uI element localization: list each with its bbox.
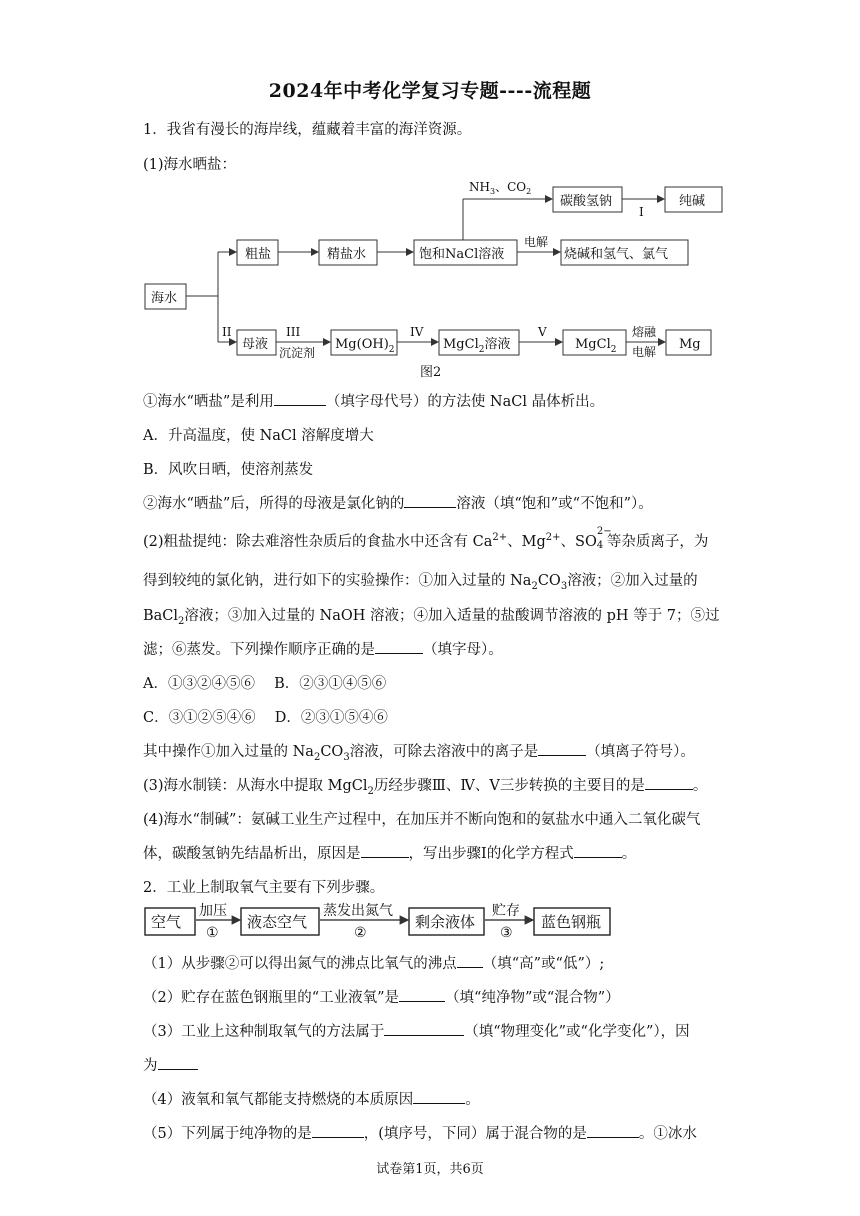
svg-text:V: V xyxy=(538,325,547,339)
svg-text:Mg: Mg xyxy=(679,337,701,352)
svg-text:液态空气: 液态空气 xyxy=(247,913,308,931)
q1-part2-extra: 其中操作①加入过量的 $Na_2CO_3$溶液，可除去溶液中的离子是 （填离子符号）。 xyxy=(143,744,695,763)
svg-text:III: III xyxy=(286,325,301,339)
svg-text:剩余液体: 剩余液体 xyxy=(415,913,476,931)
svg-text:I: I xyxy=(639,205,644,219)
svg-text:Mg(OH)2: $Mg(OH)_2$ xyxy=(335,337,395,355)
q2-line3-cont: 为 xyxy=(143,1054,198,1075)
svg-text:加压: 加压 xyxy=(199,903,227,919)
answer-blank[interactable] xyxy=(384,1023,464,1036)
svg-text:II: II xyxy=(222,325,232,339)
svg-text:NH3、CO2: $NH_3$、$CO_2$ xyxy=(469,180,532,196)
svg-text:纯碱: 纯碱 xyxy=(679,194,706,209)
svg-text:图2: 图2 xyxy=(420,365,442,380)
options-cd: C．③①②⑤④⑥ D．②③①⑤④⑥ xyxy=(143,710,388,726)
svg-text:精盐水: 精盐水 xyxy=(327,247,367,262)
answer-blank[interactable] xyxy=(375,641,423,654)
svg-text:熔融: 熔融 xyxy=(632,325,657,339)
answer-blank[interactable] xyxy=(538,743,586,756)
q1-part2-line1: (2)粗盐提纯：除去难溶性杂质后的食盐水中还含有 $Ca^{2+}$、$Mg^{2+}$、SO 2− 4 等杂质离子，为 xyxy=(143,526,709,551)
answer-blank[interactable] xyxy=(312,1125,364,1138)
svg-text:IV: IV xyxy=(410,325,424,339)
q2-line4: （4）液氧和氧气都能支持燃烧的本质原因 。 xyxy=(143,1092,480,1108)
svg-text:电解: 电解 xyxy=(632,345,657,359)
q1-part4-line1: (4)海水“制碱”：氨碱工业生产过程中，在加压并不断向饱和的氨盐水中通入二氧化碳气 xyxy=(143,812,701,828)
answer-blank[interactable] xyxy=(457,955,483,968)
answer-blank[interactable] xyxy=(399,989,445,1002)
q1-part2-line2: 得到较纯的氯化钠，进行如下的实验操作：①加入过量的 $Na_2CO_3$溶液；②加入过量的 xyxy=(143,573,698,592)
answer-blank[interactable] xyxy=(158,1057,198,1070)
svg-text:饱和NaCl溶液: 饱和NaCl溶液 xyxy=(419,247,505,262)
q1-part4-line2: 体，碳酸氢钠先结晶析出，原因是 ，写出步骤Ⅰ的化学方程式 。 xyxy=(143,846,637,862)
svg-text:母液: 母液 xyxy=(242,337,269,352)
svg-text:粗盐: 粗盐 xyxy=(245,247,272,262)
svg-text:贮存: 贮存 xyxy=(492,903,520,919)
q2-line2: （2）贮存在蓝色钢瓶里的“工业液氧”是 （填“纯净物”或“混合物”） xyxy=(143,990,620,1006)
q2-line5: （5）下列属于纯净物的是 ，(填序号，下同）属于混合物的是 。①冰水 xyxy=(143,1126,697,1142)
q1-part1-heading: (1)海水晒盐： xyxy=(143,157,237,173)
question-1-intro: 1．我省有漫长的海岸线，蕴藏着丰富的海洋资源。 xyxy=(143,122,472,138)
option-a: A．升高温度，使 NaCl 溶解度增大 xyxy=(143,428,374,444)
option-b: B．风吹日晒，使溶剂蒸发 xyxy=(143,462,314,478)
page-title: 2024年中考化学复习专题----流程题 xyxy=(268,80,592,102)
q1-part3: (3)海水制镁：从海水中提取 MgCl$_2$历经步骤Ⅲ、Ⅳ、Ⅴ三步转换的主要目的是 。 xyxy=(143,778,708,797)
question-2-intro: 2．工业上制取氧气主要有下列步骤。 xyxy=(143,880,385,896)
svg-text:海水: 海水 xyxy=(151,291,178,306)
answer-blank[interactable] xyxy=(361,845,409,858)
svg-text:②: ② xyxy=(354,925,367,941)
q1-part2-line3: BaCl$_2$溶液；③加入过量的 NaOH 溶液；④加入适量的盐酸调节溶液的 pH 等于 7；⑤过 xyxy=(143,608,720,627)
q1-sub-a: ①海水“晒盐”是利用 （填字母代号）的方法使 NaCl 晶体析出。 xyxy=(143,394,605,410)
svg-text:①: ① xyxy=(206,925,219,941)
svg-text:③: ③ xyxy=(500,925,513,941)
svg-text:蓝色钢瓶: 蓝色钢瓶 xyxy=(541,913,602,931)
q2-line3: （3）工业上这种制取氧气的方法属于 （填“物理变化”或“化学变化”），因 xyxy=(143,1024,690,1040)
svg-text:烧碱和氢气、氯气: 烧碱和氢气、氯气 xyxy=(564,247,669,262)
page-footer: 试卷第1页，共6页 xyxy=(376,1162,484,1177)
q1-part2-line4: 滤；⑥蒸发。下列操作顺序正确的是 （填字母）。 xyxy=(143,642,503,658)
answer-blank[interactable] xyxy=(274,393,326,406)
svg-text:蒸发出氮气: 蒸发出氮气 xyxy=(323,903,393,919)
answer-blank[interactable] xyxy=(404,495,456,508)
svg-text:MgCl2: MgCl$_2$ xyxy=(575,337,617,355)
answer-blank[interactable] xyxy=(574,845,622,858)
options-ab: A．①③②④⑤⑥ B．②③①④⑤⑥ xyxy=(143,676,387,692)
svg-text:MgCl2溶液: MgCl$_2$溶液 xyxy=(443,337,511,355)
q1-sub-b: ②海水“晒盐”后，所得的母液是氯化钠的 溶液（填“饱和”或“不饱和”）。 xyxy=(143,496,653,512)
q2-line1: （1）从步骤②可以得出氮气的沸点比氧气的沸点 （填“高”或“低”）; xyxy=(143,956,605,972)
svg-text:空气: 空气 xyxy=(151,913,182,931)
svg-text:碳酸氢钠: 碳酸氢钠 xyxy=(560,194,613,209)
answer-blank[interactable] xyxy=(413,1091,465,1104)
svg-text:电解: 电解 xyxy=(524,235,549,249)
answer-blank[interactable] xyxy=(587,1125,639,1138)
svg-text:沉淀剂: 沉淀剂 xyxy=(279,346,316,360)
answer-blank[interactable] xyxy=(645,777,693,790)
